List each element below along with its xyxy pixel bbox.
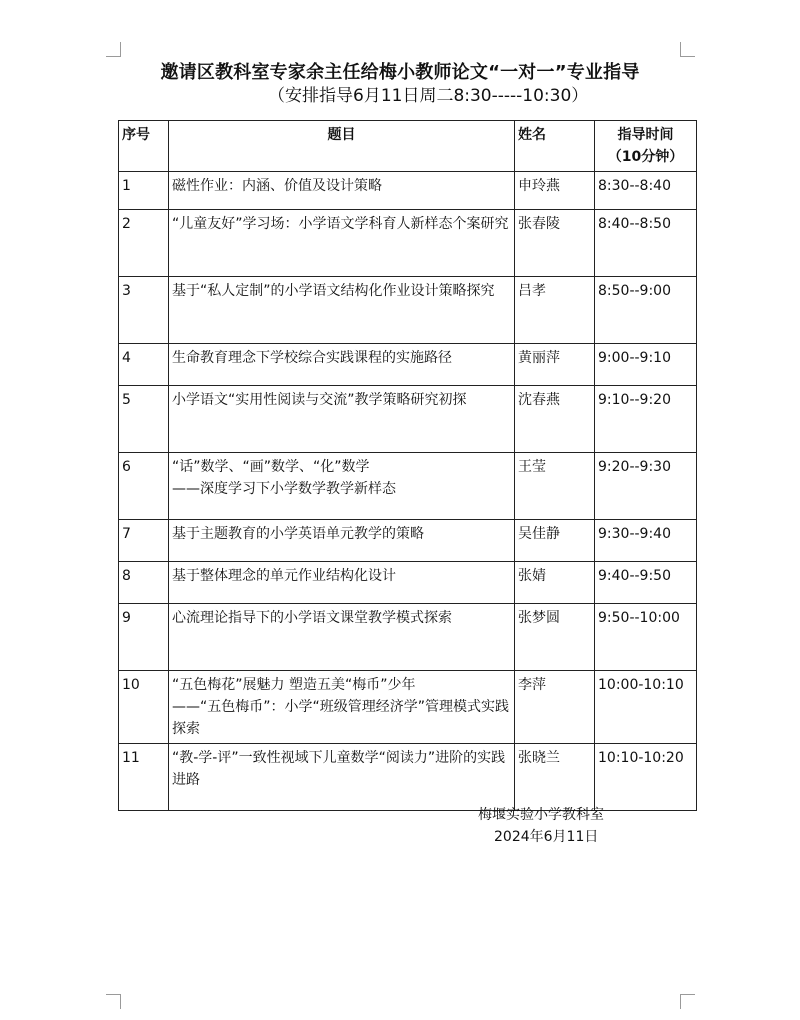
cell-name: 申玲燕: [515, 172, 595, 210]
cell-time: 9:50--10:00: [595, 604, 697, 671]
cell-topic-line: “话”数学、“画”数学、“化”数学: [172, 459, 370, 475]
header-name: 姓名: [515, 121, 595, 172]
cell-time: 10:00-10:10: [595, 671, 697, 744]
cell-name: 吴佳静: [515, 520, 595, 562]
cell-index: 5: [119, 386, 169, 453]
cell-topic-line: ——深度学习下小学数学教学新样态: [172, 481, 396, 497]
document-title: 邀请区教科室专家余主任给梅小教师论文“一对一”专业指导: [160, 62, 640, 83]
table-header-row: [119, 121, 697, 172]
cell-index: 4: [119, 344, 169, 386]
crop-mark-bottom-left: [106, 994, 121, 1009]
cell-index: 10: [119, 671, 169, 744]
cell-time: 9:40--9:50: [595, 562, 697, 604]
cell-index: 6: [119, 453, 169, 520]
cell-time: 8:30--8:40: [595, 172, 697, 210]
crop-mark-top-left: [106, 42, 121, 57]
cell-topic: [169, 453, 515, 520]
cell-time: 10:10-10:20: [595, 744, 697, 811]
cell-time: 9:20--9:30: [595, 453, 697, 520]
cell-name: 吕孝: [515, 277, 595, 344]
cell-name: 沈春燕: [515, 386, 595, 453]
table-row: [119, 210, 697, 277]
table-row: [119, 744, 697, 811]
header-index: 序号: [119, 121, 169, 172]
header-time: [595, 121, 697, 172]
table-row: [119, 604, 697, 671]
cell-index: 9: [119, 604, 169, 671]
cell-index: 3: [119, 277, 169, 344]
cell-time: 9:30--9:40: [595, 520, 697, 562]
crop-mark-bottom-right: [680, 994, 695, 1009]
footer-date: 2024年6月11日: [494, 829, 599, 845]
cell-name: 王莹: [515, 453, 595, 520]
cell-topic: “儿童友好”学习场：小学语文学科育人新样态个案研究: [169, 210, 515, 277]
table-row: [119, 562, 697, 604]
cell-topic: 磁性作业：内涵、价值及设计策略: [169, 172, 515, 210]
cell-index: 1: [119, 172, 169, 210]
cell-name: 李萍: [515, 671, 595, 744]
table-row: [119, 453, 697, 520]
cell-topic-line: “五色梅花”展魅力 塑造五美“梅币”少年: [172, 677, 416, 693]
cell-index: 7: [119, 520, 169, 562]
header-time-line2: （10分钟）: [607, 149, 684, 165]
cell-name: 张梦圆: [515, 604, 595, 671]
cell-time: 8:40--8:50: [595, 210, 697, 277]
table-row: [119, 520, 697, 562]
cell-topic: 心流理论指导下的小学语文课堂教学模式探索: [169, 604, 515, 671]
cell-index: 2: [119, 210, 169, 277]
cell-time: 9:10--9:20: [595, 386, 697, 453]
cell-topic: 生命教育理念下学校综合实践课程的实施路径: [169, 344, 515, 386]
cell-topic: 小学语文“实用性阅读与交流”教学策略研究初探: [169, 386, 515, 453]
cell-index: 11: [119, 744, 169, 811]
table-row: [119, 344, 697, 386]
cell-name: 张婧: [515, 562, 595, 604]
header-time-line1: 指导时间: [617, 127, 674, 143]
schedule-table: [118, 120, 697, 811]
cell-time: 8:50--9:00: [595, 277, 697, 344]
table-row: [119, 277, 697, 344]
cell-topic: “教-学-评”一致性视域下儿童数学“阅读力”进阶的实践进路: [169, 744, 515, 811]
cell-topic: 基于主题教育的小学英语单元教学的策略: [169, 520, 515, 562]
cell-topic: 基于“私人定制”的小学语文结构化作业设计策略探究: [169, 277, 515, 344]
table-row: [119, 172, 697, 210]
cell-topic: 基于整体理念的单元作业结构化设计: [169, 562, 515, 604]
table-row: [119, 671, 697, 744]
cell-topic: [169, 671, 515, 744]
cell-name: 黄丽萍: [515, 344, 595, 386]
document-subtitle: （安排指导6月11日周二8:30-----10:30）: [268, 86, 589, 106]
cell-topic-line: ——“五色梅币”：小学“班级管理经济学”管理模式实践探索: [172, 699, 510, 737]
cell-name: 张春陵: [515, 210, 595, 277]
cell-name: 张晓兰: [515, 744, 595, 811]
footer-organization: 梅堰实验小学教科室: [478, 807, 604, 823]
table-row: [119, 386, 697, 453]
header-topic: 题目: [169, 121, 515, 172]
cell-time: 9:00--9:10: [595, 344, 697, 386]
crop-mark-top-right: [680, 42, 695, 57]
cell-index: 8: [119, 562, 169, 604]
